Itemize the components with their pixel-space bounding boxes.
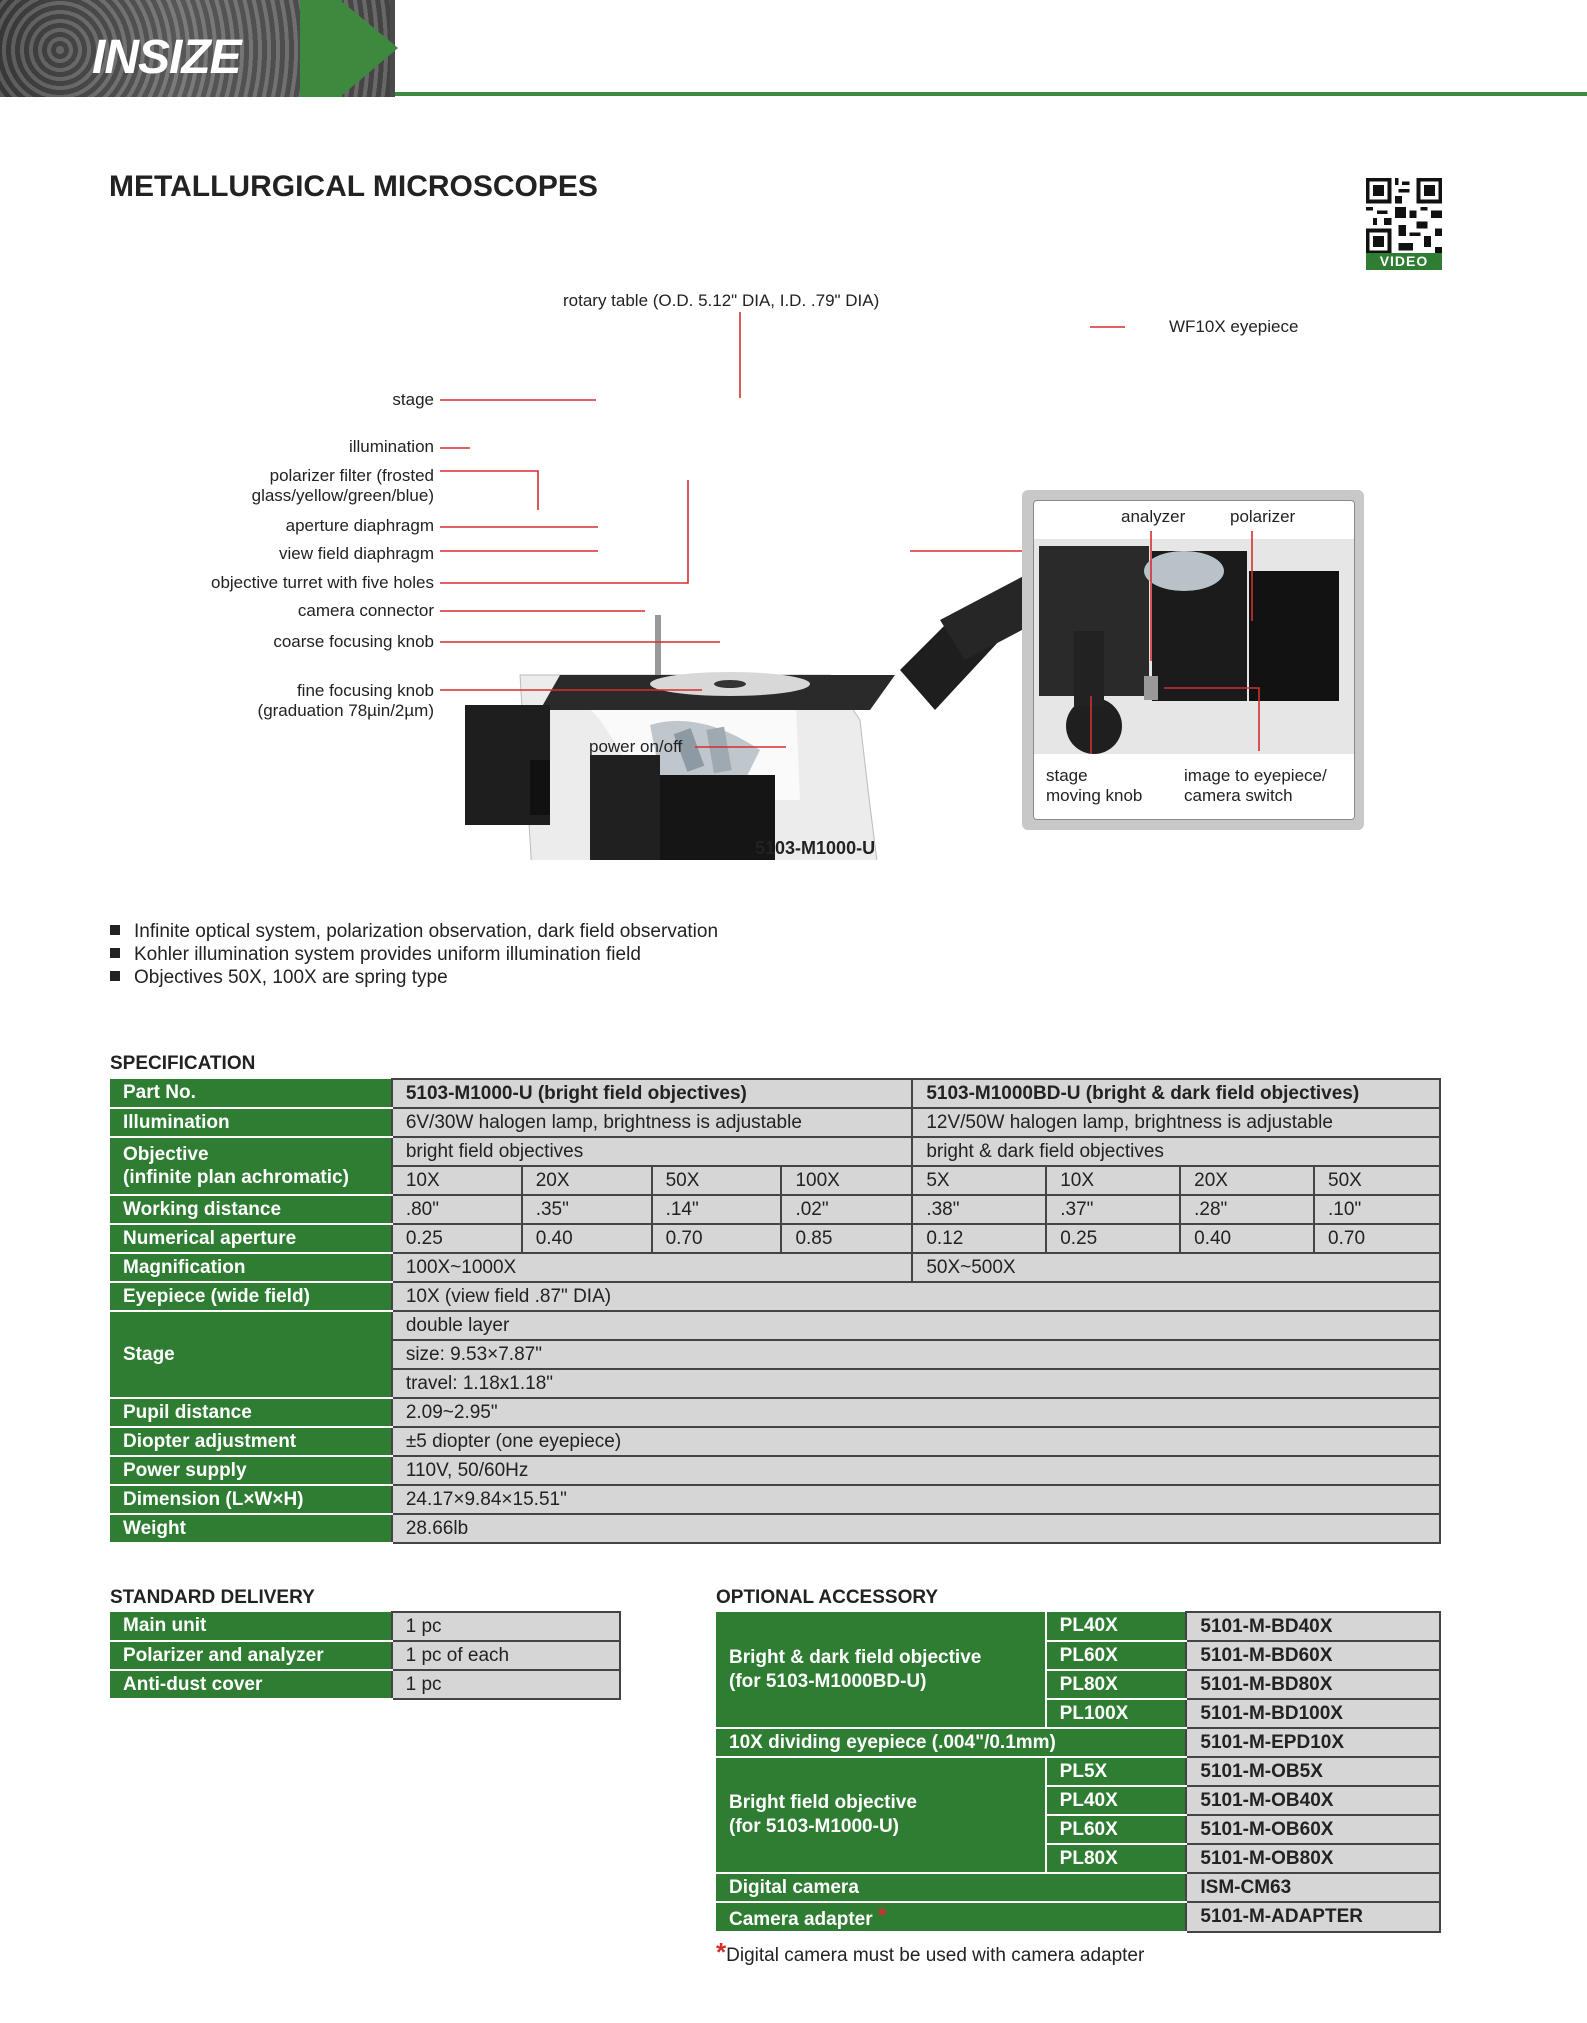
mag-cell: PL80X [1046,1844,1187,1873]
mag-cell: PL40X [1046,1612,1187,1641]
row-label: Main unit [110,1612,392,1641]
callout-fine-focusing-line1: fine focusing knob [296,681,434,700]
table-row [716,1757,1440,1786]
table-row [716,1873,1440,1902]
cell: bright & dark field objectives [912,1137,1440,1166]
table-row [110,1195,1440,1224]
table-row [110,1311,1440,1340]
accessory-table [716,1611,1441,1933]
table-row [110,1456,1440,1485]
spec-table [110,1078,1441,1544]
row-label: Part No. [110,1079,392,1108]
row-label: Digital camera [716,1873,1186,1902]
qr-code[interactable] [1366,178,1442,254]
callout-image-switch-line2: camera switch [1184,786,1293,805]
row-label: Dimension (L×W×H) [110,1485,392,1514]
callout-view-field-diaphragm: view field diaphragm [279,544,434,563]
cell: 10X [392,1166,522,1195]
cell: .35" [522,1195,652,1224]
callout-polarizer: polarizer [1230,507,1296,526]
table-row [110,1137,1440,1166]
model-caption: 5103-M1000-U [755,838,876,858]
row-label: Anti-dust cover [110,1670,392,1699]
callout-stage: stage [392,390,434,409]
table-row [716,1612,1440,1641]
cell: .38" [912,1195,1046,1224]
row-label: Weight [110,1514,392,1543]
code-cell: 5101-M-OB40X [1186,1786,1440,1815]
bullet-square-icon [110,948,120,958]
table-row [110,1224,1440,1253]
cell: 10X [1046,1166,1180,1195]
callout-objective-turret: objective turret with five holes [211,573,434,592]
callout-eyepiece: WF10X eyepiece [1169,317,1299,336]
row-label: Power supply [110,1456,392,1485]
cell: travel: 1.18x1.18" [392,1369,1440,1398]
callout-analyzer: analyzer [1121,507,1186,526]
cell: 20X [522,1166,652,1195]
row-label: Working distance [110,1195,392,1224]
table-row [110,1612,620,1641]
row-label: Magnification [110,1253,392,1282]
callout-image-switch-line1: image to eyepiece/ [1184,766,1327,785]
cell: .28" [1180,1195,1314,1224]
row-label [110,1137,392,1195]
mag-cell: PL60X [1046,1815,1187,1844]
feature-text: Kohler illumination system provides uniform illumination field [134,944,641,965]
table-row [110,1514,1440,1543]
row-label-line1: Objective [123,1144,209,1165]
cell: 5103-M1000BD-U (bright & dark field objectives) [912,1079,1440,1108]
accessory-note [716,1937,1144,1968]
mag-cell: PL40X [1046,1786,1187,1815]
cell: 50X [652,1166,782,1195]
bullet-square-icon [110,971,120,981]
cell: 28.66lb [392,1514,1440,1543]
table-row [110,1670,620,1699]
row-label-line2: (infinite plan achromatic) [123,1167,349,1188]
row-label [716,1902,1186,1932]
row-label: Numerical aperture [110,1224,392,1253]
callout-stage-moving-line2: moving knob [1046,786,1143,805]
group-label-line2: (for 5103-M1000-U) [729,1816,899,1837]
cell: 5X [912,1166,1046,1195]
cell: 1 pc [392,1612,620,1641]
row-label: Pupil distance [110,1398,392,1427]
callout-camera-connector: camera connector [297,601,434,620]
cell: 0.40 [1180,1224,1314,1253]
cell: 0.25 [1046,1224,1180,1253]
table-row [110,1108,1440,1137]
cell: 50X [1314,1166,1440,1195]
code-cell: ISM-CM63 [1186,1873,1440,1902]
cell: 20X [1180,1166,1314,1195]
cell: 6V/30W halogen lamp, brightness is adjustable [392,1108,913,1137]
cell: 1 pc of each [392,1641,620,1670]
mag-cell: PL60X [1046,1641,1187,1670]
row-label: 10X dividing eyepiece (.004"/0.1mm) [716,1728,1186,1757]
code-cell: 5101-M-BD100X [1186,1699,1440,1728]
table-row [110,1253,1440,1282]
callout-polarizer-filter-line1: polarizer filter (frosted [269,466,434,485]
cell: double layer [392,1311,1440,1340]
callout-illumination: illumination [348,437,434,456]
table-row [110,1427,1440,1456]
cell: ±5 diopter (one eyepiece) [392,1427,1440,1456]
group-label-line1: Bright field objective [729,1792,917,1813]
row-label: Stage [110,1311,392,1398]
code-cell: 5101-M-BD80X [1186,1670,1440,1699]
table-row [110,1398,1440,1427]
code-cell: 5101-M-OB60X [1186,1815,1440,1844]
spec-title: SPECIFICATION [110,1053,256,1074]
header-rule [395,92,1587,96]
group-label [716,1757,1046,1873]
brand-logo: INSIZE [92,31,241,84]
feature-text: Infinite optical system, polarization observation, dark field observation [134,921,719,942]
row-label: Diopter adjustment [110,1427,392,1456]
cell: 0.12 [912,1224,1046,1253]
cell: .14" [652,1195,782,1224]
cell: 0.40 [522,1224,652,1253]
asterisk-icon: * [877,1903,887,1928]
asterisk-icon: * [716,1937,727,1967]
code-cell: 5101-M-BD40X [1186,1612,1440,1641]
cell: .80" [392,1195,522,1224]
table-row [110,1641,620,1670]
callout-fine-focusing-line2: (graduation 78µin/2µm) [257,701,434,720]
cell: 0.70 [1314,1224,1440,1253]
cell: size: 9.53×7.87" [392,1340,1440,1369]
callout-power: power on/off [589,737,683,756]
row-label-text: Camera adapter [729,1909,873,1930]
cell: 0.85 [781,1224,912,1253]
cell: 100X [781,1166,912,1195]
delivery-title: STANDARD DELIVERY [110,1587,315,1608]
cell: 12V/50W halogen lamp, brightness is adjustable [912,1108,1440,1137]
bullet-square-icon [110,925,120,935]
cell: 50X~500X [912,1253,1440,1282]
accessory-title: OPTIONAL ACCESSORY [716,1587,939,1608]
feature-text: Objectives 50X, 100X are spring type [134,967,448,988]
cell: 2.09~2.95" [392,1398,1440,1427]
mag-cell: PL100X [1046,1699,1187,1728]
group-label-line1: Bright & dark field objective [729,1646,982,1668]
cell: 0.70 [652,1224,782,1253]
group-label [716,1612,1046,1728]
cell: .02" [781,1195,912,1224]
cell: 1 pc [392,1670,620,1699]
header-green-band [300,0,342,97]
table-row [110,1282,1440,1311]
cell: 110V, 50/60Hz [392,1456,1440,1485]
header-arrow-shape [340,0,398,97]
feature-item [110,967,448,989]
cell: 5103-M1000-U (bright field objectives) [392,1079,913,1108]
cell: 10X (view field .87" DIA) [392,1282,1440,1311]
group-label-line2: (for 5103-M1000BD-U) [729,1670,927,1692]
cell: bright field objectives [392,1137,913,1166]
mag-cell: PL5X [1046,1757,1187,1786]
row-label: Eyepiece (wide field) [110,1282,392,1311]
callout-rotary-table: rotary table (O.D. 5.12" DIA, I.D. .79" DIA) [563,291,880,310]
code-cell: 5101-M-ADAPTER [1186,1902,1440,1932]
table-row [110,1485,1440,1514]
table-row [716,1902,1440,1932]
code-cell: 5101-M-BD60X [1186,1641,1440,1670]
code-cell: 5101-M-OB5X [1186,1757,1440,1786]
delivery-table [110,1611,621,1700]
table-row [110,1079,1440,1108]
callout-stage-moving-line1: stage [1046,766,1088,785]
callout-aperture-diaphragm: aperture diaphragm [285,516,434,535]
feature-item [110,921,718,943]
row-label: Illumination [110,1108,392,1137]
table-row [716,1728,1440,1757]
callout-polarizer-filter-line2: glass/yellow/green/blue) [251,486,434,505]
cell: 0.25 [392,1224,522,1253]
code-cell: 5101-M-EPD10X [1186,1728,1440,1757]
row-label: Polarizer and analyzer [110,1641,392,1670]
video-badge[interactable]: VIDEO [1366,253,1442,270]
cell: .10" [1314,1195,1440,1224]
cell: 24.17×9.84×15.51" [392,1485,1440,1514]
callout-coarse-focusing: coarse focusing knob [273,632,434,651]
feature-item [110,944,641,966]
cell: .37" [1046,1195,1180,1224]
code-cell: 5101-M-OB80X [1186,1844,1440,1873]
mag-cell: PL80X [1046,1670,1187,1699]
page-title: METALLURGICAL MICROSCOPES [109,170,598,203]
note-text: Digital camera must be used with camera adapter [726,1945,1145,1966]
cell: 100X~1000X [392,1253,913,1282]
